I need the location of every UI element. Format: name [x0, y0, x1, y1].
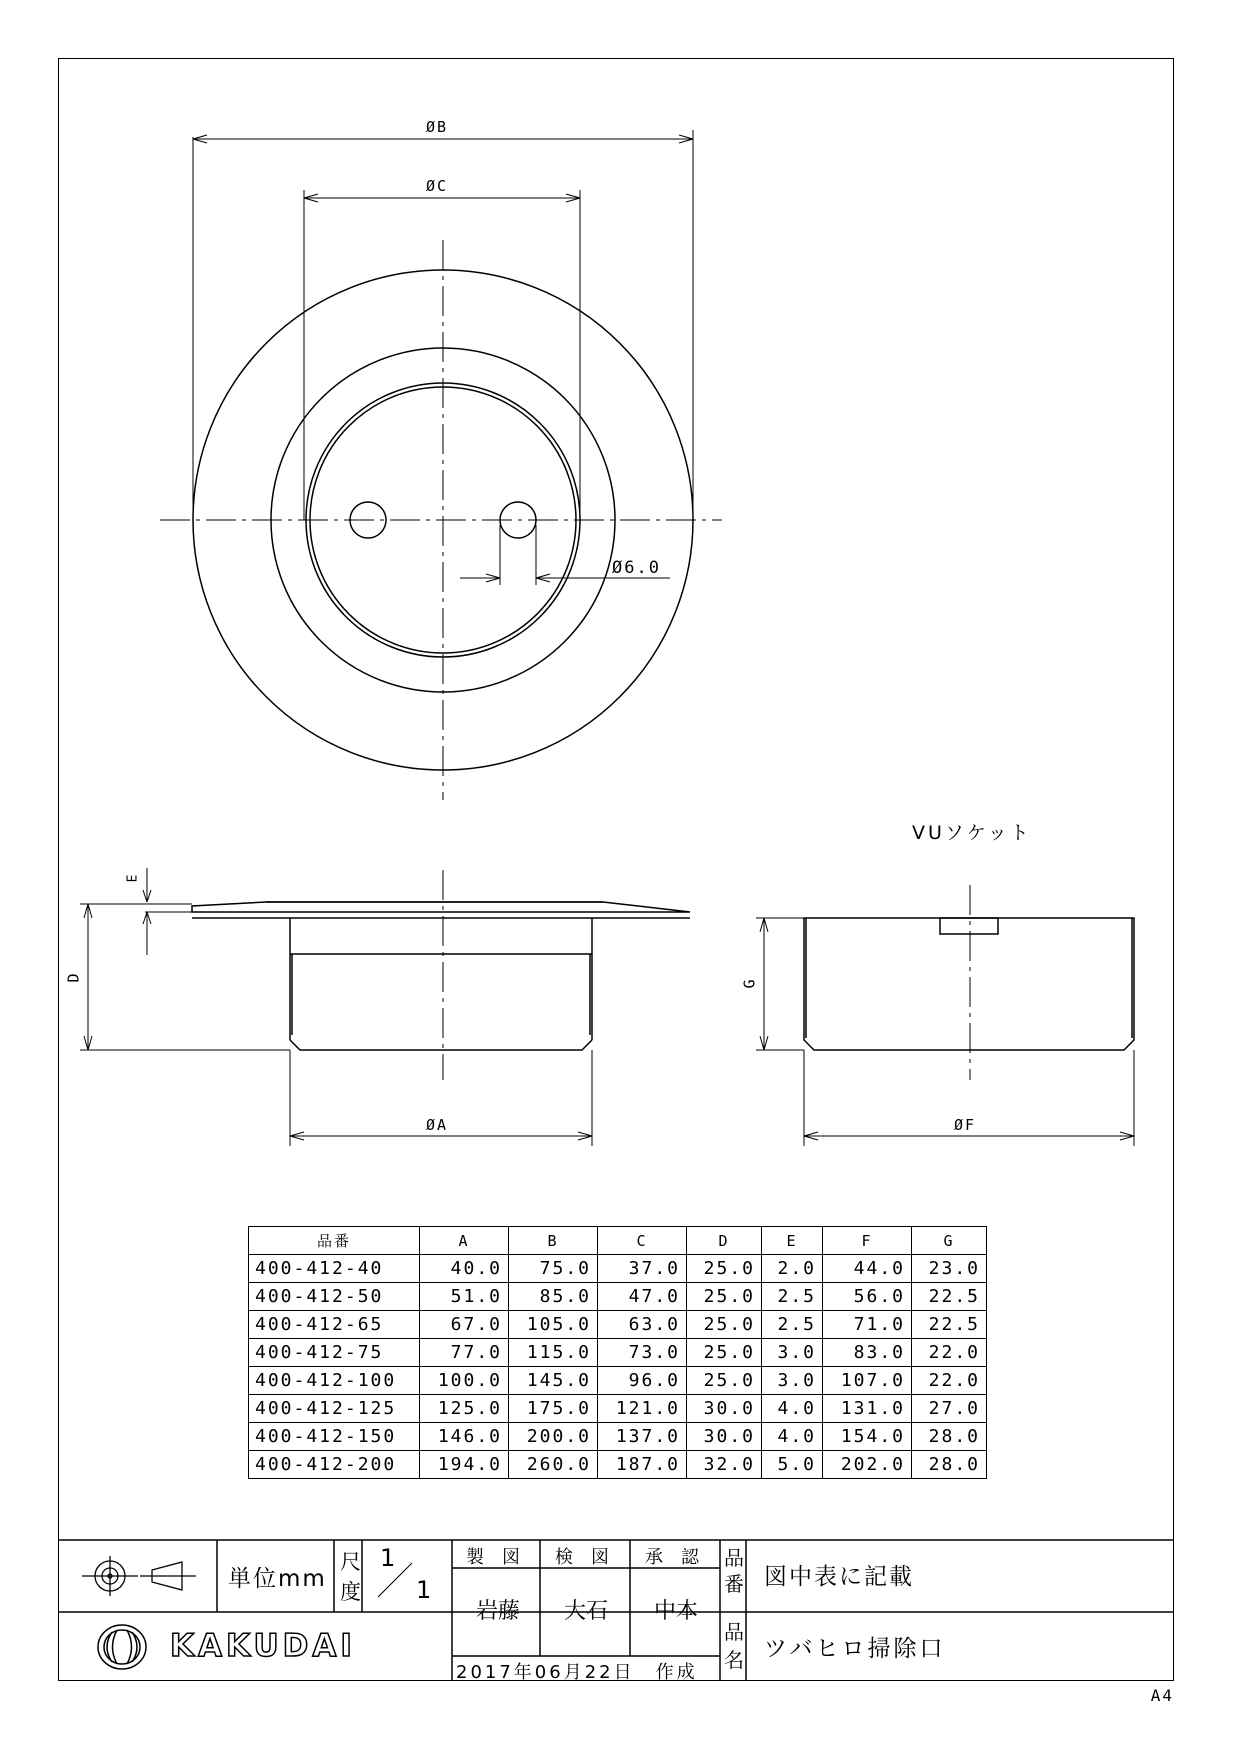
table-row	[249, 1311, 987, 1339]
header-part-number: 品番	[249, 1227, 420, 1255]
cell-d: 32.0	[687, 1451, 762, 1479]
cell-d: 25.0	[687, 1339, 762, 1367]
cell-b: 175.0	[509, 1395, 598, 1423]
cell-part-number: 400-412-50	[249, 1283, 420, 1311]
scale-denominator: 1	[416, 1576, 432, 1604]
table-row	[249, 1367, 987, 1395]
table-row	[249, 1395, 987, 1423]
cell-f: 71.0	[823, 1311, 912, 1339]
cell-e: 5.0	[762, 1451, 823, 1479]
header-g: G	[912, 1227, 987, 1255]
cell-d: 25.0	[687, 1311, 762, 1339]
table-header-row	[249, 1227, 987, 1255]
cell-e: 3.0	[762, 1367, 823, 1395]
cell-d: 30.0	[687, 1395, 762, 1423]
cell-d: 25.0	[687, 1255, 762, 1283]
cell-c: 47.0	[598, 1283, 687, 1311]
cell-part-number: 400-412-150	[249, 1423, 420, 1451]
dim-label-e: E	[125, 872, 141, 883]
cell-e: 2.0	[762, 1255, 823, 1283]
socket-profile	[804, 918, 1134, 1050]
socket-view	[756, 885, 1134, 1146]
cell-c: 187.0	[598, 1451, 687, 1479]
cell-g: 28.0	[912, 1451, 987, 1479]
cell-part-number: 400-412-75	[249, 1339, 420, 1367]
cell-f: 154.0	[823, 1423, 912, 1451]
scale-numerator: 1	[380, 1544, 396, 1572]
cell-a: 146.0	[420, 1423, 509, 1451]
cell-a: 67.0	[420, 1311, 509, 1339]
table-row	[249, 1451, 987, 1479]
cell-b: 85.0	[509, 1283, 598, 1311]
cell-e: 2.5	[762, 1283, 823, 1311]
cell-a: 194.0	[420, 1451, 509, 1479]
header-b: B	[509, 1227, 598, 1255]
dim-label-a: ØA	[426, 1116, 449, 1134]
dimensions-table	[248, 1226, 987, 1479]
cell-e: 2.5	[762, 1311, 823, 1339]
brand-name: KAKUDAI	[170, 1628, 356, 1664]
cell-a: 40.0	[420, 1255, 509, 1283]
dim-label-hole: Ø6.0	[612, 558, 661, 578]
cell-part-number: 400-412-125	[249, 1395, 420, 1423]
cell-c: 37.0	[598, 1255, 687, 1283]
table-row	[249, 1283, 987, 1311]
cell-b: 75.0	[509, 1255, 598, 1283]
cell-d: 25.0	[687, 1367, 762, 1395]
cell-part-number: 400-412-200	[249, 1451, 420, 1479]
header-e: E	[762, 1227, 823, 1255]
cell-a: 51.0	[420, 1283, 509, 1311]
approved-by: 中本	[654, 1599, 699, 1624]
cell-b: 145.0	[509, 1367, 598, 1395]
flange-profile	[192, 902, 690, 912]
top-view	[160, 130, 722, 800]
cell-part-number: 400-412-40	[249, 1255, 420, 1283]
cell-f: 131.0	[823, 1395, 912, 1423]
cell-part-number: 400-412-65	[249, 1311, 420, 1339]
dim-label-b: ØB	[426, 118, 449, 136]
cell-b: 105.0	[509, 1311, 598, 1339]
title-block	[58, 1540, 1174, 1681]
cell-c: 137.0	[598, 1423, 687, 1451]
checked-label: 検 図	[555, 1547, 609, 1568]
cell-e: 3.0	[762, 1339, 823, 1367]
cell-c: 121.0	[598, 1395, 687, 1423]
table-row	[249, 1339, 987, 1367]
dim-label-c: ØC	[426, 177, 449, 195]
dim-label-d: D	[64, 971, 83, 983]
header-f: F	[823, 1227, 912, 1255]
cell-f: 56.0	[823, 1283, 912, 1311]
cell-b: 200.0	[509, 1423, 598, 1451]
dim-label-g: G	[740, 977, 759, 989]
cell-b: 260.0	[509, 1451, 598, 1479]
side-view	[80, 868, 690, 1146]
cell-f: 202.0	[823, 1451, 912, 1479]
cell-g: 22.0	[912, 1339, 987, 1367]
cell-c: 73.0	[598, 1339, 687, 1367]
approved-label: 承 認	[645, 1547, 699, 1568]
part-no-label-2: 番	[724, 1572, 744, 1596]
cell-part-number: 400-412-100	[249, 1367, 420, 1395]
cell-g: 23.0	[912, 1255, 987, 1283]
table-row	[249, 1423, 987, 1451]
cell-c: 63.0	[598, 1311, 687, 1339]
cell-e: 4.0	[762, 1423, 823, 1451]
cell-g: 22.5	[912, 1311, 987, 1339]
cell-g: 22.0	[912, 1367, 987, 1395]
cell-e: 4.0	[762, 1395, 823, 1423]
header-d: D	[687, 1227, 762, 1255]
drawn-label: 製 図	[466, 1547, 520, 1568]
scale-label-1: 尺	[340, 1550, 361, 1574]
cell-f: 44.0	[823, 1255, 912, 1283]
cell-f: 83.0	[823, 1339, 912, 1367]
date-text: 2017年06月22日 作成	[456, 1662, 698, 1683]
cell-a: 77.0	[420, 1339, 509, 1367]
dim-label-f: ØF	[954, 1116, 977, 1134]
paper-size: A4	[1150, 1686, 1174, 1705]
scale-label-2: 度	[340, 1580, 361, 1604]
checked-by: 大石	[564, 1599, 609, 1624]
part-number: 図中表に記載	[764, 1564, 914, 1590]
drawn-by: 岩藤	[476, 1599, 521, 1624]
table-row	[249, 1255, 987, 1283]
part-name-label-2: 名	[724, 1648, 744, 1672]
header-c: C	[598, 1227, 687, 1255]
cell-a: 100.0	[420, 1367, 509, 1395]
socket-label: VUソケット	[912, 822, 1032, 844]
cell-g: 27.0	[912, 1395, 987, 1423]
part-name-label-1: 品	[724, 1620, 744, 1644]
part-no-label-1: 品	[724, 1546, 744, 1570]
cell-c: 96.0	[598, 1367, 687, 1395]
cell-b: 115.0	[509, 1339, 598, 1367]
unit-text: 単位mm	[228, 1566, 327, 1592]
cell-f: 107.0	[823, 1367, 912, 1395]
part-name: ツバヒロ掃除口	[764, 1636, 946, 1662]
socket-notch	[940, 918, 998, 934]
cell-d: 30.0	[687, 1423, 762, 1451]
cell-g: 28.0	[912, 1423, 987, 1451]
cell-a: 125.0	[420, 1395, 509, 1423]
cell-g: 22.5	[912, 1283, 987, 1311]
cell-d: 25.0	[687, 1283, 762, 1311]
header-a: A	[420, 1227, 509, 1255]
